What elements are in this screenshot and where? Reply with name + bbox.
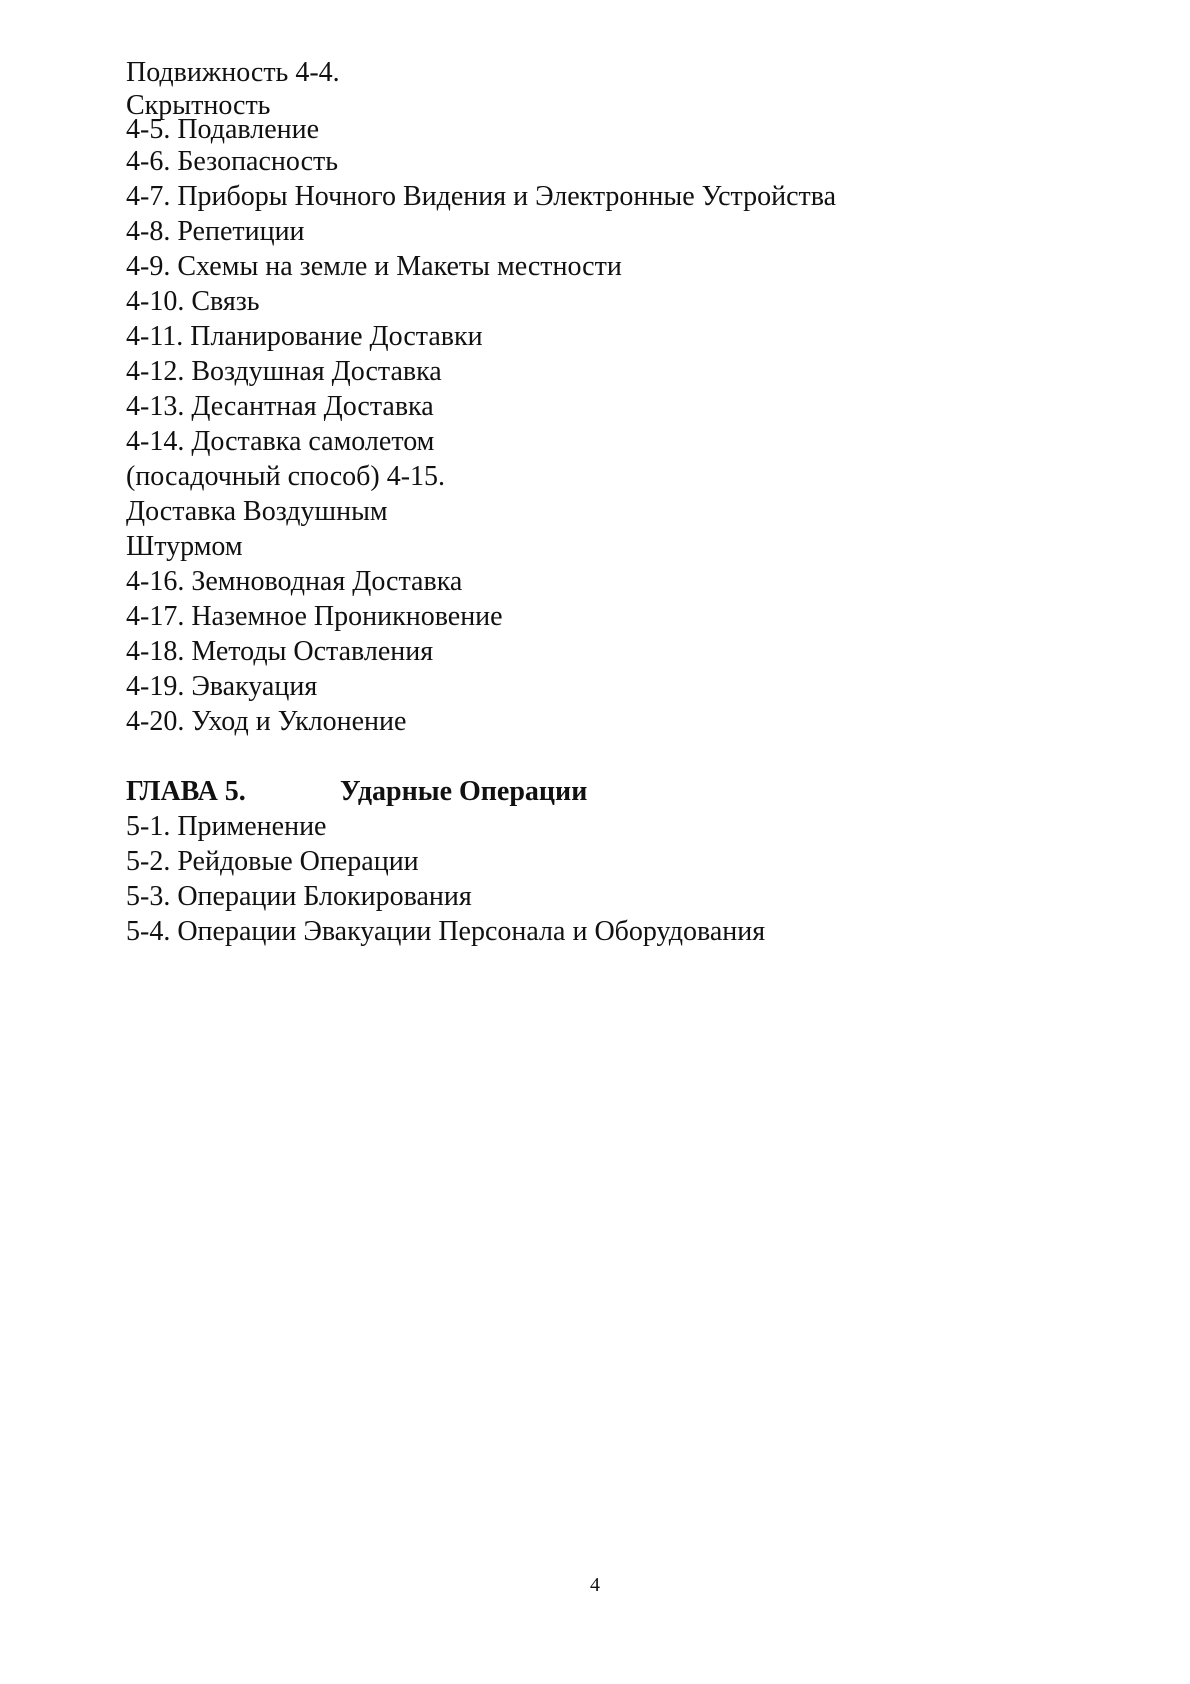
chapter-title: Ударные Операции: [340, 776, 588, 807]
toc-line: 5-3. Операции Блокирования: [126, 881, 472, 912]
toc-line: Скрытность: [126, 90, 271, 121]
toc-line: 4-14. Доставка самолетом: [126, 426, 435, 457]
toc-line: (посадочный способ) 4-15.: [126, 461, 446, 492]
toc-line: Подвижность 4-4.: [126, 57, 340, 88]
page-number: 4: [590, 1574, 600, 1596]
toc-line: 4-7. Приборы Ночного Видения и Электронные Устройства: [126, 181, 837, 212]
toc-line: 4-16. Земноводная Доставка: [126, 566, 463, 597]
toc-line: Доставка Воздушным: [126, 496, 388, 527]
toc-line: 5-2. Рейдовые Операции: [126, 846, 419, 877]
toc-line: 4-10. Связь: [126, 286, 260, 317]
toc-line: 5-4. Операции Эвакуации Персонала и Оборудования: [126, 916, 766, 947]
chapter-heading: [126, 776, 587, 808]
chapter-number: ГЛАВА 5.: [126, 776, 246, 807]
toc-line: 4-8. Репетиции: [126, 216, 305, 247]
toc-line: 4-6. Безопасность: [126, 146, 339, 177]
toc-line: 4-5. Подавление: [126, 114, 320, 145]
toc-line: 4-12. Воздушная Доставка: [126, 356, 442, 387]
toc-line: 4-19. Эвакуация: [126, 671, 318, 702]
toc-line: 4-9. Схемы на земле и Макеты местности: [126, 251, 622, 282]
toc-line: 4-17. Наземное Проникновение: [126, 601, 503, 632]
toc-line: 4-11. Планирование Доставки: [126, 321, 483, 352]
toc-line: 4-20. Уход и Уклонение: [126, 706, 407, 737]
toc-line: 4-13. Десантная Доставка: [126, 391, 434, 422]
toc-line: Штурмом: [126, 531, 243, 562]
toc-line: 5-1. Применение: [126, 811, 327, 842]
toc-line: 4-18. Методы Оставления: [126, 636, 434, 667]
